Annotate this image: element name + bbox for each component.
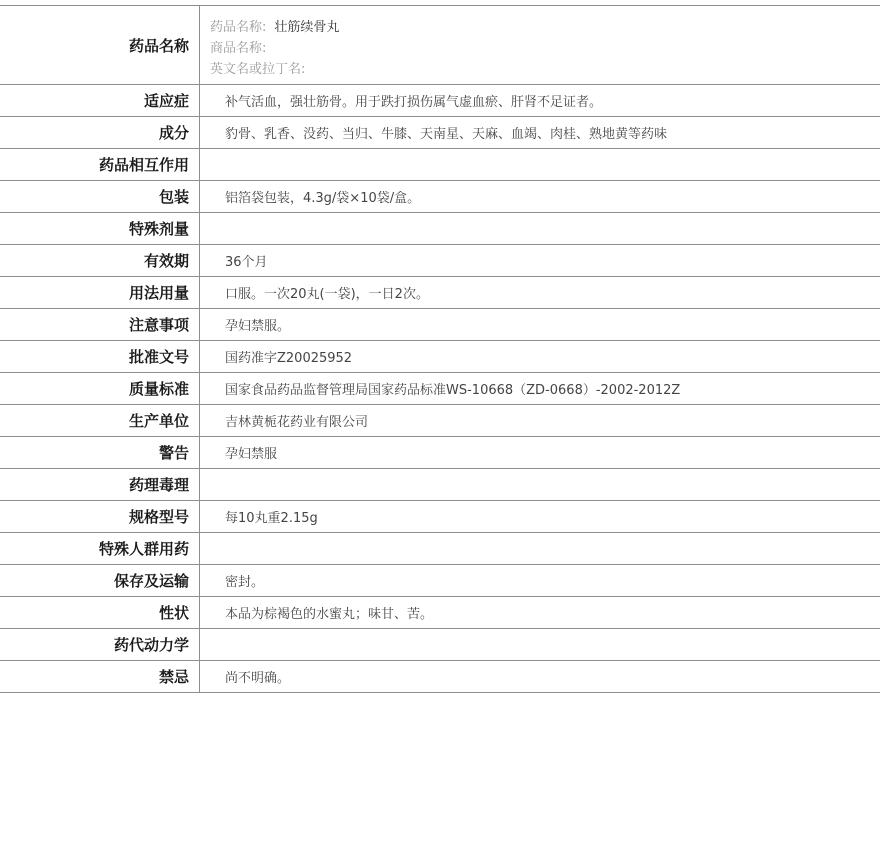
row-label: 警告 xyxy=(0,437,200,468)
name-key: 英文名或拉丁名: xyxy=(210,62,306,77)
row-value: 国药准字Z20025952 xyxy=(225,351,353,366)
table-row xyxy=(0,501,880,533)
table-row xyxy=(0,405,880,437)
row-label: 成分 xyxy=(0,117,200,148)
row-value: 口服。一次20丸(一袋)，一日2次。 xyxy=(225,287,429,302)
row-label: 质量标准 xyxy=(0,373,200,404)
table-row xyxy=(0,469,880,501)
table-row xyxy=(0,437,880,469)
table-row xyxy=(0,565,880,597)
table-row xyxy=(0,597,880,629)
drug-info-table xyxy=(0,5,880,693)
name-details xyxy=(200,6,880,84)
row-value: 补气活血，强壮筋骨。用于跌打损伤属气虚血瘀、肝肾不足证者。 xyxy=(225,95,603,110)
table-row xyxy=(0,277,880,309)
table-row xyxy=(0,85,880,117)
name-line-latin xyxy=(210,59,880,80)
row-value: 豹骨、乳香、没药、当归、牛膝、天南星、天麻、血竭、肉桂、熟地黄等药味 xyxy=(225,127,668,142)
table-row xyxy=(0,309,880,341)
row-value xyxy=(200,469,880,500)
table-row xyxy=(0,341,880,373)
table-row xyxy=(0,533,880,565)
row-value: 吉林黄栀花药业有限公司 xyxy=(225,415,369,430)
row-value: 孕妇禁服 xyxy=(225,447,278,462)
row-label: 禁忌 xyxy=(0,661,200,692)
row-label: 适应症 xyxy=(0,85,200,116)
row-label: 规格型号 xyxy=(0,501,200,532)
row-label: 保存及运输 xyxy=(0,565,200,596)
table-row xyxy=(0,373,880,405)
table-row xyxy=(0,661,880,693)
row-value: 国家食品药品监督管理局国家药品标准WS-10668（ZD-0668）-2002-2012Z xyxy=(225,383,681,398)
row-label: 用法用量 xyxy=(0,277,200,308)
row-value: 尚不明确。 xyxy=(225,671,291,686)
row-value: 本品为棕褐色的水蜜丸；味甘、苦。 xyxy=(225,607,434,622)
row-label: 批准文号 xyxy=(0,341,200,372)
row-value xyxy=(200,149,880,180)
row-label: 特殊人群用药 xyxy=(0,533,200,564)
row-value xyxy=(200,629,880,660)
name-line-generic xyxy=(210,17,880,38)
row-label: 包装 xyxy=(0,181,200,212)
row-value xyxy=(200,213,880,244)
info-rows xyxy=(0,85,880,693)
table-row xyxy=(0,245,880,277)
row-value: 每10丸重2.15g xyxy=(225,511,318,526)
row-label: 性状 xyxy=(0,597,200,628)
row-label: 生产单位 xyxy=(0,405,200,436)
table-row xyxy=(0,213,880,245)
row-label: 特殊剂量 xyxy=(0,213,200,244)
table-row xyxy=(0,117,880,149)
row-value: 孕妇禁服。 xyxy=(225,319,291,334)
row-label: 药理毒理 xyxy=(0,469,200,500)
table-row xyxy=(0,181,880,213)
name-key: 商品名称: xyxy=(210,41,267,56)
row-label: 药代动力学 xyxy=(0,629,200,660)
row-value: 密封。 xyxy=(225,575,265,590)
table-row xyxy=(0,149,880,181)
row-value: 铝箔袋包装，4.3g/袋×10袋/盒。 xyxy=(225,191,421,206)
name-value: 壮筋续骨丸 xyxy=(274,20,340,35)
row-label: 药品名称 xyxy=(0,6,200,84)
name-key: 药品名称: xyxy=(210,20,267,35)
name-line-trade xyxy=(210,38,880,59)
table-row-drug-name xyxy=(0,6,880,85)
row-value: 36个月 xyxy=(225,255,268,270)
row-label: 注意事项 xyxy=(0,309,200,340)
row-value xyxy=(200,533,880,564)
row-label: 药品相互作用 xyxy=(0,149,200,180)
table-row xyxy=(0,629,880,661)
row-label: 有效期 xyxy=(0,245,200,276)
